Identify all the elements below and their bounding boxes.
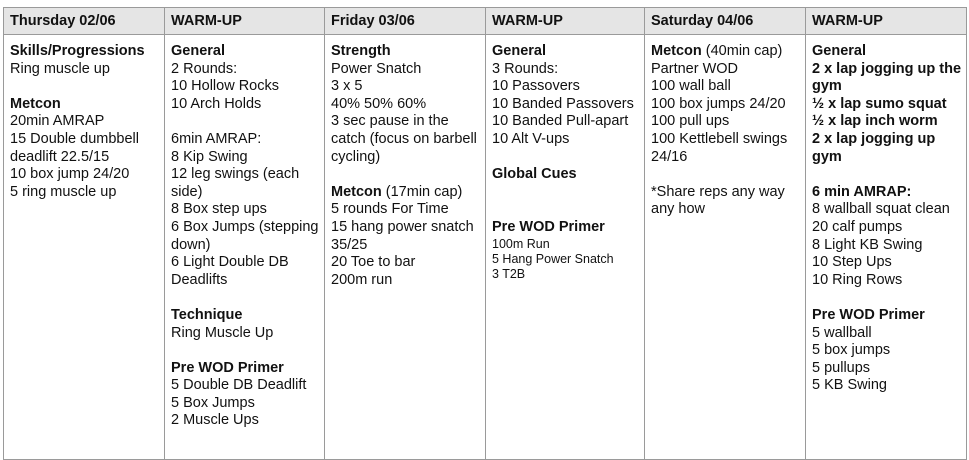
section-heading: Skills/Progressions bbox=[10, 43, 145, 59]
line: 100m Run bbox=[492, 236, 550, 251]
line: 8 Box step ups bbox=[171, 201, 267, 218]
section-heading-with-note bbox=[331, 184, 481, 202]
line: 20 calf pumps bbox=[812, 218, 903, 235]
line: 3 sec pause in the catch (focus on barbell cycling) bbox=[331, 113, 477, 165]
schedule-table bbox=[3, 7, 967, 460]
section-heading: Technique bbox=[171, 306, 243, 323]
column-header-saturday: Saturday 04/06 bbox=[645, 8, 806, 35]
line: 8 wallball squat clean bbox=[812, 201, 950, 218]
section-heading: Metcon bbox=[651, 43, 702, 59]
line: 100 wall ball bbox=[651, 78, 731, 95]
line: 5 KB Swing bbox=[812, 377, 887, 394]
line: 2 Rounds: bbox=[171, 60, 238, 77]
line: ½ x lap inch worm bbox=[812, 113, 938, 130]
section-heading: Metcon bbox=[331, 183, 382, 200]
line: 6 Box Jumps (stepping down) bbox=[171, 218, 319, 253]
section-heading-with-note bbox=[651, 43, 801, 61]
column-header-friday: Friday 03/06 bbox=[325, 8, 486, 35]
line: 10 Banded Passovers bbox=[492, 95, 634, 112]
warmup-cell-3 bbox=[806, 35, 967, 460]
line: 2 x lap jogging up gym bbox=[812, 130, 936, 165]
line: 8 Light KB Swing bbox=[812, 236, 923, 253]
line: 12 leg swings (each side) bbox=[171, 166, 300, 200]
section-heading: Strength bbox=[331, 43, 391, 59]
saturday-cell bbox=[645, 35, 806, 460]
line: 5 ring muscle up bbox=[10, 183, 117, 200]
warmup-cell-2 bbox=[486, 35, 645, 460]
line: 5 Hang Power Snatch bbox=[492, 251, 614, 266]
column-header-warmup-2: WARM-UP bbox=[486, 8, 645, 35]
spacer bbox=[492, 201, 640, 219]
line: 40% 50% 60% bbox=[331, 95, 427, 112]
line: 20 Toe to bar bbox=[331, 254, 416, 271]
line: 2 x lap jogging up the gym bbox=[812, 60, 962, 95]
line: 8 Kip Swing bbox=[171, 148, 248, 165]
line: 10 Arch Holds bbox=[171, 95, 262, 112]
line: Ring Muscle Up bbox=[171, 324, 274, 341]
section-heading: Pre WOD Primer bbox=[492, 218, 605, 235]
line: 10 Hollow Rocks bbox=[171, 78, 279, 95]
cap-note: (40min cap) bbox=[701, 43, 783, 59]
line: 5 Box Jumps bbox=[171, 394, 255, 411]
section-heading: Pre WOD Primer bbox=[171, 359, 284, 376]
line: 15 Double dumbbell deadlift 22.5/15 bbox=[10, 130, 139, 165]
line: 10 Alt V-ups bbox=[492, 130, 570, 147]
friday-cell bbox=[325, 35, 486, 460]
column-header-warmup-3: WARM-UP bbox=[806, 8, 967, 35]
section-heading: Metcon bbox=[10, 95, 61, 112]
line: 10 Banded Pull-apart bbox=[492, 113, 629, 130]
line: Power Snatch bbox=[331, 60, 422, 77]
section-heading: 6 min AMRAP: bbox=[812, 183, 912, 200]
line: Ring muscle up bbox=[10, 60, 110, 77]
line: 6min AMRAP: bbox=[171, 130, 262, 147]
section-heading: General bbox=[812, 43, 866, 59]
line: 5 rounds For Time bbox=[331, 201, 449, 218]
thursday-cell bbox=[4, 35, 165, 460]
line: 3 x 5 bbox=[331, 78, 363, 95]
section-heading: Pre WOD Primer bbox=[812, 306, 925, 323]
line: 200m run bbox=[331, 271, 393, 288]
line: 2 Muscle Ups bbox=[171, 412, 259, 429]
note: *Share reps any way any how bbox=[651, 183, 785, 218]
section-heading: General bbox=[171, 43, 225, 59]
line: 3 T2B bbox=[492, 266, 526, 281]
line: 10 Ring Rows bbox=[812, 271, 903, 288]
section-heading: Global Cues bbox=[492, 166, 577, 183]
section-heading: General bbox=[492, 43, 546, 59]
line: 10 box jump 24/20 bbox=[10, 166, 130, 183]
line: 5 pullups bbox=[812, 359, 871, 376]
line: 100 Kettlebell swings 24/16 bbox=[651, 130, 788, 165]
line: 10 Passovers bbox=[492, 78, 580, 95]
line: 15 hang power snatch 35/25 bbox=[331, 218, 474, 253]
line: 5 wallball bbox=[812, 324, 872, 341]
line: 5 box jumps bbox=[812, 342, 891, 359]
column-header-thursday: Thursday 02/06 bbox=[4, 8, 165, 35]
line: 20min AMRAP bbox=[10, 113, 105, 130]
column-header-warmup-1: WARM-UP bbox=[165, 8, 325, 35]
line: 100 box jumps 24/20 bbox=[651, 95, 786, 112]
content-row bbox=[4, 35, 967, 460]
line: 3 Rounds: bbox=[492, 60, 559, 77]
line: 100 pull ups bbox=[651, 113, 730, 130]
line: 10 Step Ups bbox=[812, 254, 892, 271]
line: Partner WOD bbox=[651, 60, 739, 77]
cap-note: (17min cap) bbox=[381, 183, 463, 200]
line: ½ x lap sumo squat bbox=[812, 95, 947, 112]
warmup-cell-1 bbox=[165, 35, 325, 460]
header-row bbox=[4, 8, 967, 35]
line: 5 Double DB Deadlift bbox=[171, 377, 307, 394]
line: 6 Light Double DB Deadlifts bbox=[171, 254, 289, 288]
